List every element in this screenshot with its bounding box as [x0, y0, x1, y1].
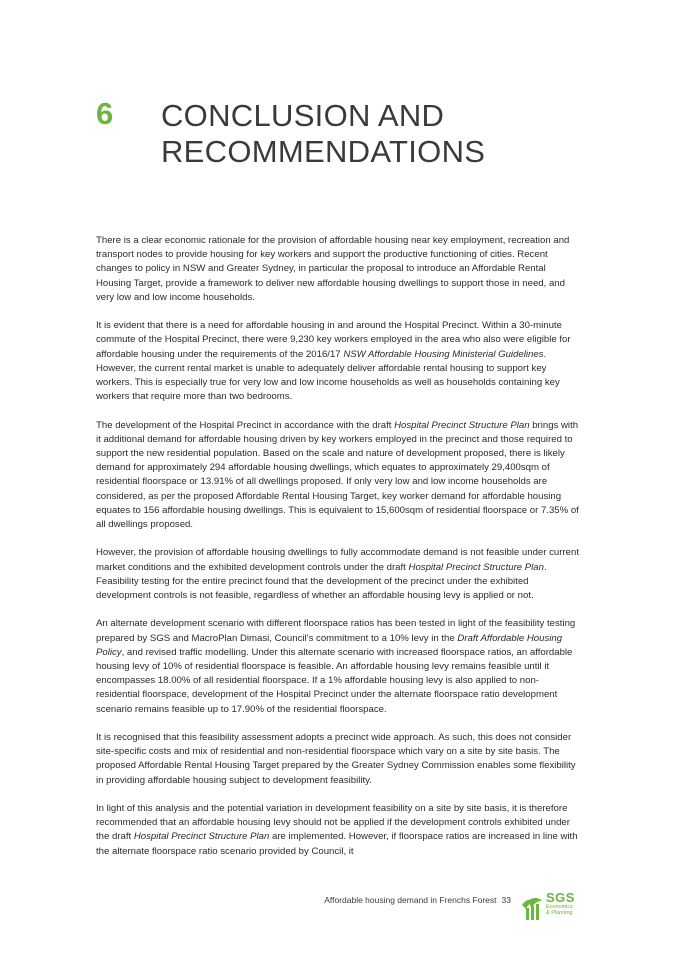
paragraph-3-text: The development of the Hospital Precinct in accordance with the draft: [96, 419, 395, 431]
paragraph-2-text-end: . However, the current rental market is unable to adequately deliver affordable rental housing to support key workers. This is especially true for very low and low income households as well as households containing key workers that require more than two bedrooms.: [96, 348, 560, 403]
logo-wordmark: SGS: [546, 890, 575, 905]
body-text: [96, 234, 582, 873]
logo-subtitle: [546, 904, 573, 916]
chapter-number: 6: [96, 96, 114, 131]
paragraph-3-italic: Hospital Precinct Structure Plan: [394, 419, 530, 431]
paragraph-5-text: An alternate development scenario with different floorspace ratios has been tested in light of the feasibility testing prepared by SGS and MacroPlan Dimasi, Council’s commitment to a 10% levy in the: [96, 618, 576, 644]
footer-page-number: 33: [501, 895, 511, 905]
paragraph-2: [96, 319, 582, 404]
logo-subtitle-line-2: & Planning: [546, 910, 573, 916]
paragraph-7-text: In light of this analysis and the potential variation in development feasibility on a site by site basis, it is therefore recommended that an affordable housing levy should not be applied if the development controls exhibited under the draft: [96, 803, 570, 843]
paragraph-4: [96, 546, 582, 603]
paragraph-4-text: However, the provision of affordable housing dwellings to fully accommodate demand is not feasible under current market conditions and the exhibited development controls under the draft: [96, 547, 579, 573]
page-footer: [324, 895, 511, 905]
paragraph-7-italic: Hospital Precinct Structure Plan: [133, 831, 270, 843]
paragraph-3-text-end: brings with it additional demand for affordable housing driven by key workers employed in the precinct and those required to support the new residential population. Based on the scale and nature of development proposed, there is likely demand for approximately 294 affordable housing dwellings, which equates to approximately 29,400sqm of residential floorspace or 13.91% of all dwellings proposed. If only very low and low income households are considered, as per the proposed Affordable Rental Housing Target, key worker demand for affordable housing equates to 156 affordable housing dwellings. This is equivalent to 15,600sqm of residential floorspace or 7.35% of all dwellings proposed.: [96, 419, 579, 531]
paragraph-7-text-end: are implemented. However, if floorspace ratios are increased in line with the alternate floorspace ratio scenario provided by Council, it: [96, 831, 578, 857]
paragraph-4-text-end: . Feasibility testing for the entire precinct found that the development of the precinct under the exhibited development controls is not feasible, regardless of whether an affordable housing levy is applied or not.: [96, 561, 547, 602]
paragraph-2-text: It is evident that there is a need for affordable housing in and around the Hospital Precinct. Within a 30-minute commute of the Hospital Precinct, there were 9,230 key workers employed in the area who also were eligible for affordable housing under the requirements of the 2016/17: [96, 320, 571, 360]
paragraph-4-italic: Hospital Precinct Structure Plan: [408, 561, 544, 573]
logo-subtitle-line-1: Economics: [546, 904, 573, 910]
sgs-logo: [520, 891, 582, 921]
footer-report-title: Affordable housing demand in Frenchs Forest: [324, 895, 497, 905]
sgs-leaf-icon: [520, 895, 544, 921]
paragraph-5: [96, 617, 582, 716]
chapter-title: [161, 98, 581, 170]
paragraph-1: There is a clear economic rationale for the provision of affordable housing near key employment, recreation and transport nodes to provide housing for key workers and support the productive functioning of cities. Recent changes to policy in NSW and Greater Sydney, in particular the proposal to introduce an Affordable Rental Housing Target, provide a framework to deliver new affordable housing dwellings to support those in need, and very low and low income households.: [96, 235, 570, 303]
chapter-title-line-2: RECOMMENDATIONS: [161, 134, 486, 169]
chapter-title-line-1: CONCLUSION AND: [161, 98, 445, 133]
paragraph-2-italic: NSW Affordable Housing Ministerial Guidelines: [343, 348, 544, 360]
paragraph-5-text-end: , and revised traffic modelling. Under this alternate scenario with increased floorspace ratios, an affordable housing levy of 10% of residential floorspace is feasible. An affordable housing levy remains feasible until it encompasses 18.00% of all residential floorspace. If a 1% affordable housing levy is also applied to non-residential floorspace, development of the Hospital Precinct under the alternate floorspace ratio development scenario remains feasible up to 17.90% of the residential floorspace.: [96, 646, 573, 715]
paragraph-6: It is recognised that this feasibility assessment adopts a precinct wide approach. As such, this does not consider site-specific costs and mix of residential and non-residential floorspace which vary on a site by site basis. The proposed Affordable Rental Housing Target prepared by the Greater Sydney Commission enables some flexibility in providing affordable housing subject to development feasibility.: [96, 732, 576, 786]
paragraph-7: [96, 802, 582, 859]
paragraph-5-italic: Draft Affordable Housing Policy: [96, 632, 563, 658]
paragraph-3: [96, 419, 582, 533]
